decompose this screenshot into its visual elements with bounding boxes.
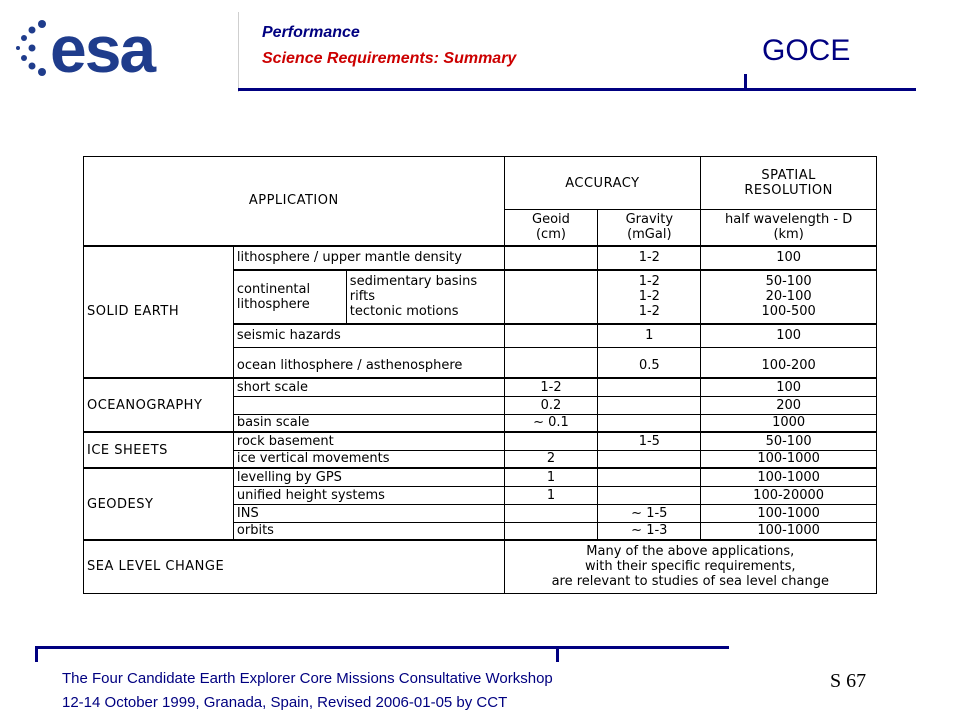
sea-level-note-line3: are relevant to studies of sea level change <box>551 574 829 590</box>
cell-resolution: 100-200 <box>701 354 877 378</box>
cell-geoid: 1 <box>504 486 598 504</box>
header-spatial-line2: RESOLUTION <box>744 183 833 198</box>
logo-wordmark: esa <box>50 12 155 86</box>
table-row <box>84 468 877 486</box>
cell-geoid <box>504 270 598 324</box>
cell-geoid <box>504 522 598 540</box>
app-rifts: rifts <box>349 289 375 304</box>
cell-geoid <box>504 246 598 270</box>
app-tectonic-motions: tectonic motions <box>349 304 459 319</box>
slide-title: Science Requirements: Summary <box>262 50 517 67</box>
header-half-line2: (km) <box>773 227 804 243</box>
cell-resolution: 50-100 <box>701 432 877 450</box>
sea-level-note <box>504 540 876 593</box>
cell-resolution: 100-1000 <box>701 450 877 468</box>
gravity-sedimentary: 1-2 <box>638 274 660 289</box>
table-row <box>84 378 877 396</box>
cell-geoid: 0.2 <box>504 396 598 414</box>
cell-application: short scale <box>233 378 504 396</box>
cell-gravity: 1 <box>598 324 701 348</box>
cell-application <box>233 396 504 414</box>
cell-gravity <box>598 414 701 432</box>
cell-resolution: 200 <box>701 396 877 414</box>
cell-application: rock basement <box>233 432 504 450</box>
app-sedimentary-basins: sedimentary basins <box>349 274 478 289</box>
header-divider <box>238 12 239 92</box>
cell-geoid <box>504 324 598 348</box>
cell-application: basin scale <box>233 414 504 432</box>
cell-gravity <box>598 486 701 504</box>
group-oceanography: OCEANOGRAPHY <box>84 378 234 432</box>
cell-gravity <box>598 270 701 324</box>
cell-resolution: 1000 <box>701 414 877 432</box>
group-ice-sheets: ICE SHEETS <box>84 432 234 468</box>
cell-application: ice vertical movements <box>233 450 504 468</box>
cell-geoid: ~ 0.1 <box>504 414 598 432</box>
cell-gravity <box>598 450 701 468</box>
res-rifts: 20-100 <box>765 289 812 304</box>
footer-rule <box>35 646 729 649</box>
footer-date: 12-14 October 1999, Granada, Spain, Revised 2006-01-05 by CCT <box>62 694 508 711</box>
group-sea-level-change: SEA LEVEL CHANGE <box>84 540 505 593</box>
cell-geoid <box>504 504 598 522</box>
footer-rule-tick-left <box>35 648 38 662</box>
table-header-row <box>84 157 877 210</box>
cell-gravity <box>598 396 701 414</box>
cell-resolution: 100-1000 <box>701 504 877 522</box>
table-row <box>84 432 877 450</box>
gravity-rifts: 1-2 <box>638 289 660 304</box>
continental-line2: lithosphere <box>236 296 310 312</box>
header-spatial-line1: SPATIAL <box>761 168 816 183</box>
header-half-line1: half wavelength - D <box>724 212 853 228</box>
continental-line1: continental <box>236 281 311 297</box>
header-application: APPLICATION <box>84 157 505 246</box>
cell-application: levelling by GPS <box>233 468 504 486</box>
cell-application: orbits <box>233 522 504 540</box>
header-geoid <box>504 210 598 246</box>
cell-application: unified height systems <box>233 486 504 504</box>
header-half-wavelength <box>701 210 877 246</box>
sea-level-note-line1: Many of the above applications, <box>586 544 795 560</box>
cell-resolution: 100-1000 <box>701 468 877 486</box>
res-sedimentary: 50-100 <box>765 274 812 289</box>
cell-resolution: 100 <box>701 378 877 396</box>
header-geoid-line1: Geoid <box>532 212 570 228</box>
table-row <box>84 246 877 270</box>
cell-gravity: 1-5 <box>598 432 701 450</box>
cell-resolution: 100-1000 <box>701 522 877 540</box>
header-gravity <box>598 210 701 246</box>
cell-application <box>346 270 504 324</box>
mission-name: GOCE <box>762 34 851 67</box>
cell-resolution <box>701 270 877 324</box>
sea-level-note-line2: with their specific requirements, <box>585 559 796 575</box>
header-spatial-resolution <box>701 157 877 210</box>
slide-number: S 67 <box>830 670 867 692</box>
header-accuracy: ACCURACY <box>504 157 701 210</box>
header-rule-tick <box>744 74 747 88</box>
gravity-tectonic: 1-2 <box>638 304 660 319</box>
cell-resolution: 100-20000 <box>701 486 877 504</box>
cell-application: ocean lithosphere / asthenosphere <box>233 354 504 378</box>
cell-gravity: ~ 1-5 <box>598 504 701 522</box>
cell-gravity: 0.5 <box>598 354 701 378</box>
esa-logo <box>14 8 230 88</box>
group-geodesy: GEODESY <box>84 468 234 540</box>
cell-continental-lithosphere <box>233 270 346 324</box>
cell-gravity <box>598 378 701 396</box>
cell-geoid: 1-2 <box>504 378 598 396</box>
cell-gravity <box>598 468 701 486</box>
cell-application: lithosphere / upper mantle density <box>233 246 504 270</box>
footer-rule-tick-mid <box>556 648 559 662</box>
table-row <box>84 540 877 593</box>
cell-geoid: 1 <box>504 468 598 486</box>
res-tectonic: 100-500 <box>761 304 816 319</box>
group-solid-earth: SOLID EARTH <box>84 246 234 379</box>
cell-resolution: 100 <box>701 324 877 348</box>
cell-geoid <box>504 354 598 378</box>
cell-application: seismic hazards <box>233 324 504 348</box>
cell-application: INS <box>233 504 504 522</box>
header-rule <box>238 88 916 91</box>
cell-geoid <box>504 432 598 450</box>
header-geoid-line2: (cm) <box>535 227 566 243</box>
footer-workshop: The Four Candidate Earth Explorer Core Missions Consultative Workshop <box>62 670 553 687</box>
header-gravity-line1: Gravity <box>625 212 674 228</box>
cell-geoid: 2 <box>504 450 598 468</box>
cell-gravity: ~ 1-3 <box>598 522 701 540</box>
cell-gravity: 1-2 <box>598 246 701 270</box>
requirements-table <box>83 156 877 594</box>
header-gravity-line2: (mGal) <box>627 227 672 243</box>
cell-resolution: 100 <box>701 246 877 270</box>
section-title: Performance <box>262 24 360 41</box>
